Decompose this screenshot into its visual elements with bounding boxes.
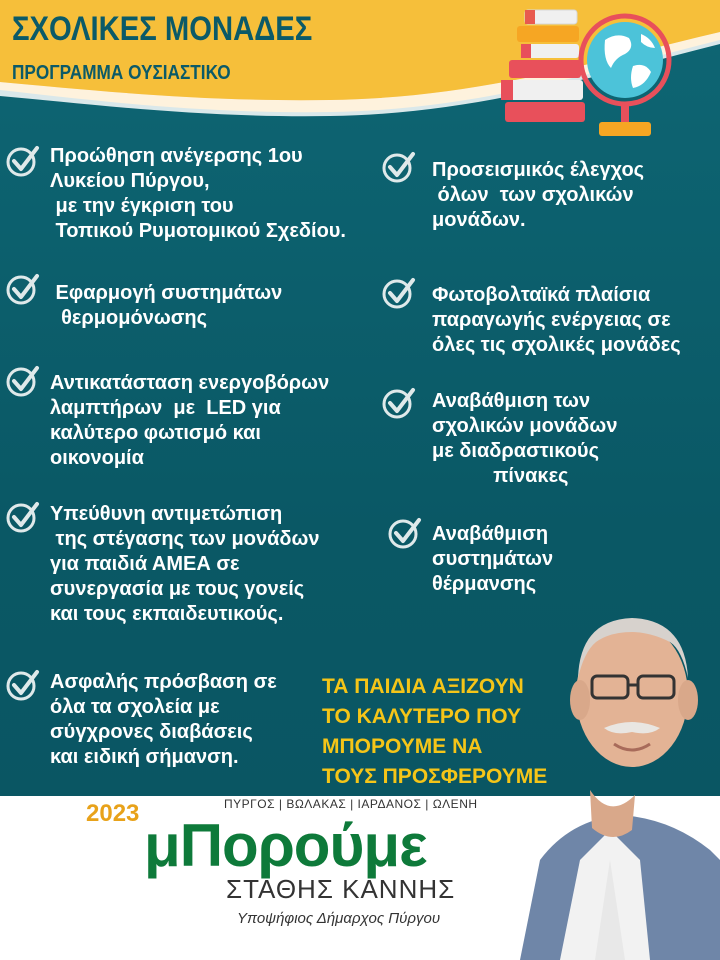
candidate-role: Υποψήφιος Δήμαρχος Πύργου: [237, 910, 441, 927]
page-title: ΣΧΟΛΙΚΕΣ ΜΟΝΑΔΕΣ: [12, 10, 313, 48]
item-text: Αντικατάσταση ενεργοβόρων λαμπτήρων με LED για καλύτερο φωτισμό και οικονομία: [50, 372, 330, 469]
check-icon: [6, 272, 40, 306]
check-icon: [6, 144, 40, 178]
check-icon: [388, 516, 422, 550]
check-icon: [382, 150, 416, 184]
item-text: Εφαρμογή συστημάτων θερμομόνωσης: [55, 282, 283, 329]
campaign-logo: μΠορούμε: [144, 812, 427, 879]
item-text: Προώθηση ανέγερσης 1ου Λυκείου Πύργου, με την έγκριση του Τοπικού Ρυμοτομικού Σχεδίου.: [50, 145, 346, 242]
item-text: Ασφαλής πρόσβαση σε όλα τα σχολεία με σύγχρονες διαβάσεις και ειδική σήμανση.: [50, 671, 277, 768]
check-icon: [6, 500, 40, 534]
campaign-year: 2023: [86, 800, 140, 827]
item-text: Αναβάθμιση των σχολικών μονάδων με διαδραστικούς πίνακες: [432, 390, 618, 487]
item-text: Φωτοβολταϊκά πλαίσια παραγωγής ενέργειας σε όλες τις σχολικές μονάδες: [432, 284, 681, 356]
candidate-portrait: [500, 560, 720, 960]
check-icon: [6, 668, 40, 702]
check-icon: [382, 276, 416, 310]
candidate-name: ΣΤΑΘΗΣ ΚΑΝΝΗΣ: [226, 874, 456, 904]
check-icon: [382, 386, 416, 420]
books-globe-icon: [495, 2, 685, 144]
areas-list: ΠΥΡΓΟΣ | ΒΩΛΑΚΑΣ | ΙΑΡΔΑΝΟΣ | ΩΛΕΝΗ: [224, 797, 478, 811]
slogan: ΤΑ ΠΑΙΔΙΑ ΑΞΙΖΟΥΝ ΤΟ ΚΑΛΥΤΕΡΟ ΠΟΥ ΜΠΟΡΟΥΜΕ ΝΑ ΤΟΥΣ ΠΡΟΣΦΕΡΟΥΜΕ: [322, 675, 548, 788]
item-text: Υπεύθυνη αντιμετώπιση της στέγασης των μονάδων για παιδιά ΑΜΕΑ σε συνεργασία με τους γονείς και τους εκπαιδευτικούς.: [50, 503, 320, 625]
page-subtitle: ΠΡΟΓΡΑΜΜΑ ΟΥΣΙΑΣΤΙΚΟ: [12, 62, 231, 84]
item-text: Αναβάθμιση συστημάτων θέρμανσης: [432, 523, 554, 595]
check-icon: [6, 364, 40, 398]
item-text: Προσεισμικός έλεγχος όλων των σχολικών μονάδων.: [432, 159, 645, 231]
